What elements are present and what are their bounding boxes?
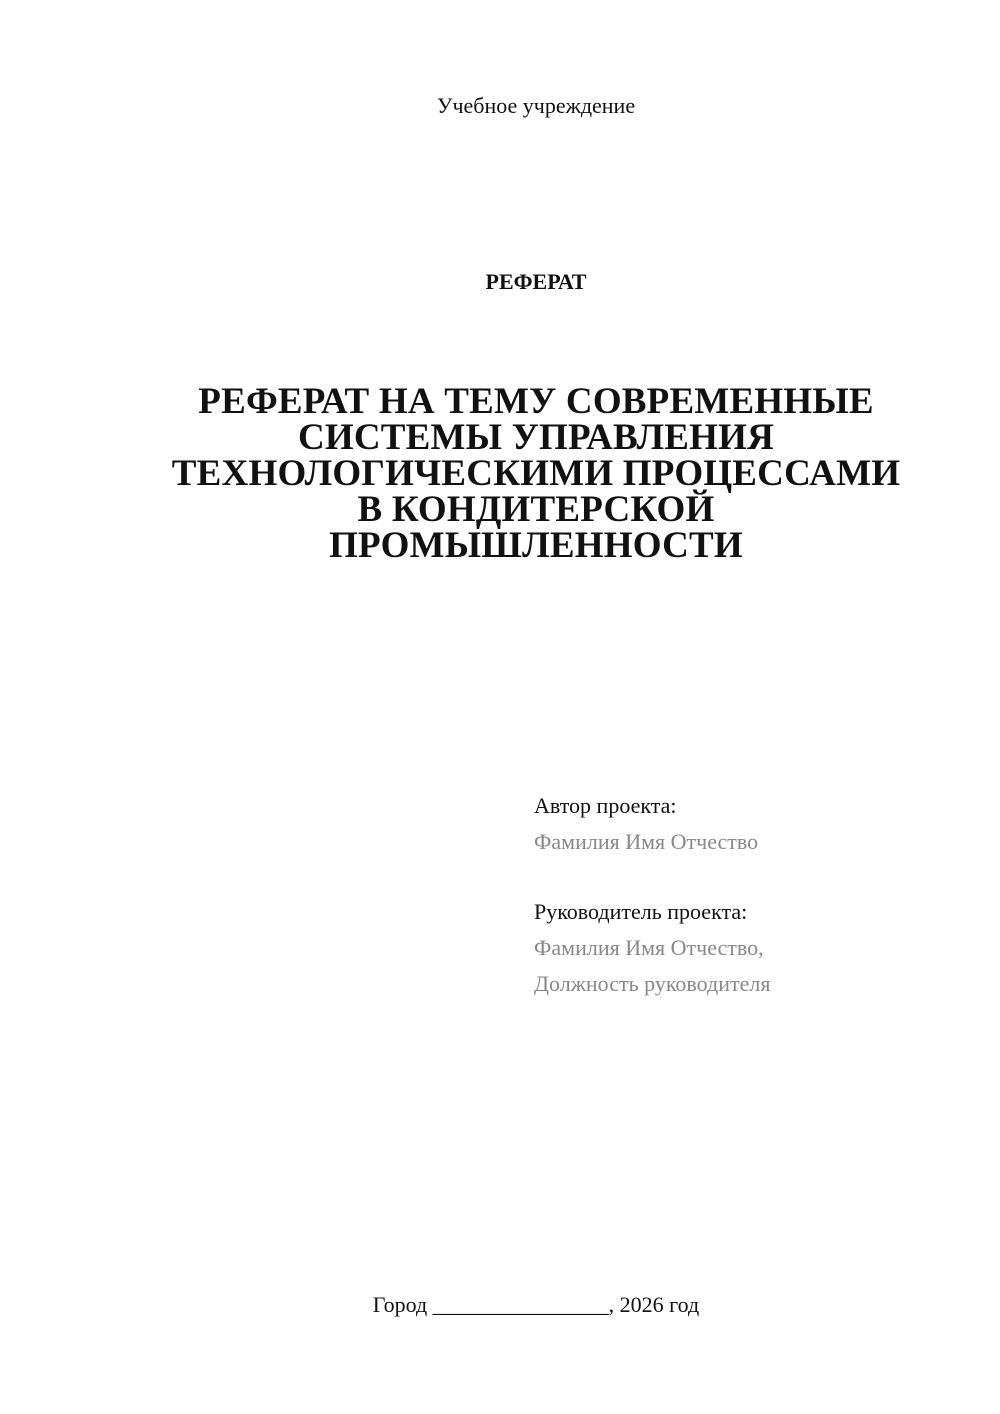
supervisor-name-placeholder: Фамилия Имя Отчество, bbox=[534, 935, 764, 960]
title-line: В КОНДИТЕРСКОЙ bbox=[357, 489, 715, 530]
supervisor-label: Руководитель проекта: bbox=[534, 899, 748, 924]
spacer bbox=[534, 860, 974, 894]
city-year-line: Город ________________, 2026 год bbox=[372, 1292, 700, 1317]
author-label: Автор проекта: bbox=[534, 793, 677, 818]
project-people-block bbox=[534, 788, 974, 1002]
institution-name: Учебное учреждение bbox=[436, 93, 636, 118]
title-line: СИСТЕМЫ УПРАВЛЕНИЯ bbox=[297, 417, 774, 458]
title-line: РЕФЕРАТ НА ТЕМУ СОВРЕМЕННЫЕ bbox=[198, 381, 874, 422]
document-type-label: РЕФЕРАТ bbox=[485, 269, 587, 294]
document-title bbox=[86, 381, 986, 566]
author-name-placeholder: Фамилия Имя Отчество bbox=[534, 829, 759, 854]
supervisor-position-placeholder: Должность руководителя bbox=[534, 971, 771, 996]
title-line: ТЕХНОЛОГИЧЕСКИМИ ПРОЦЕССАМИ bbox=[171, 453, 901, 494]
title-line: ПРОМЫШЛЕННОСТИ bbox=[329, 525, 743, 566]
